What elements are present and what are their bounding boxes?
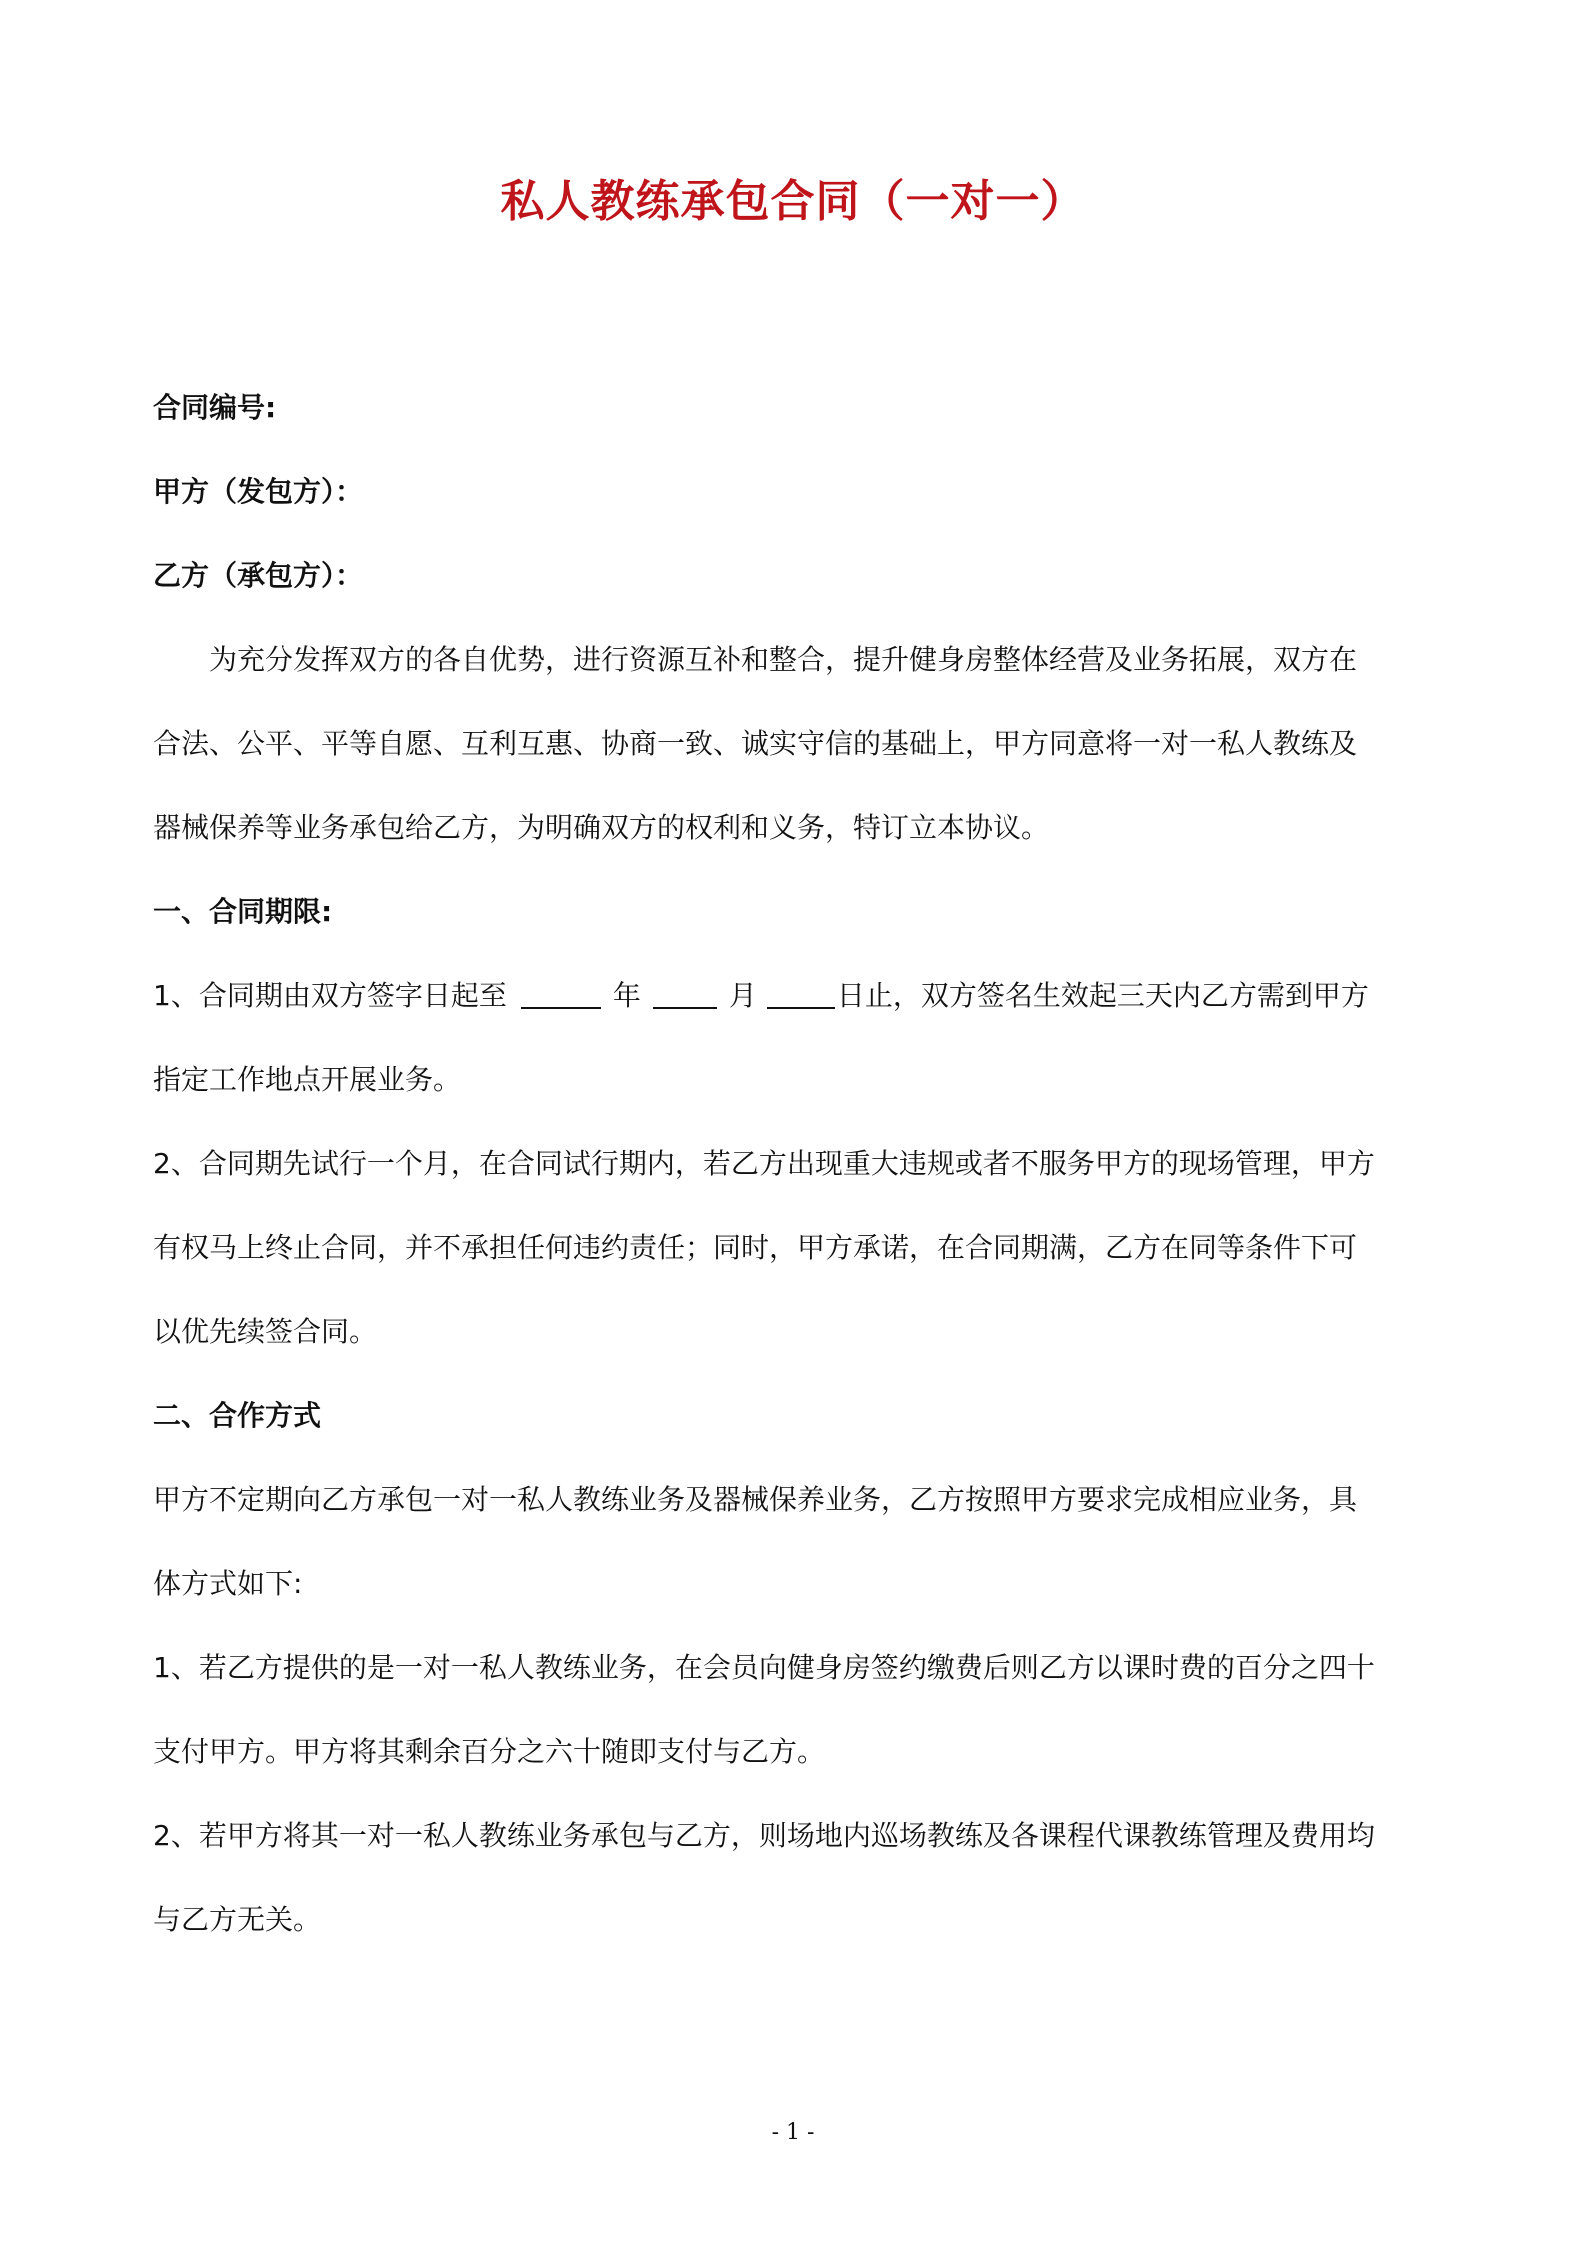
month-label: 月 [728,979,757,1012]
clause-line [153,954,1445,1038]
section-heading-term: 一、合同期限: [153,895,333,928]
clause-line: 体方式如下: [153,1567,303,1600]
clause-line: 指定工作地点开展业务。 [153,1063,462,1096]
clause-text: 日止，双方签名生效起三天内乙方需到甲方 [836,979,1369,1012]
clause-line: 1、若乙方提供的是一对一私人教练业务，在会员向健身房签约缴费后则乙方以课时费的百分之四十 [153,1651,1375,1684]
clause-cooperation-1 [153,1626,1445,1794]
document-body [153,366,1445,1962]
preamble-line: 合法、公平、平等自愿、互利互惠、协商一致、诚实守信的基础上，甲方同意将一对一私人教练及 [153,727,1358,760]
clause-line: 支付甲方。甲方将其剩余百分之六十随即支付与乙方。 [153,1735,826,1768]
clause-term-1 [153,954,1445,1122]
month-blank [653,977,717,1009]
party-b-label: 乙方（承包方）： [153,559,364,592]
contract-number-label: 合同编号: [153,391,277,424]
preamble-paragraph [153,618,1445,870]
day-blank [767,977,835,1009]
clause-line: 与乙方无关。 [153,1903,322,1936]
page-number: - 1 - [771,2120,815,2145]
year-blank [521,977,601,1009]
document-title: 私人教练承包合同（一对一） [500,176,1086,227]
cooperation-intro [153,1458,1445,1626]
clause-line: 以优先续签合同。 [153,1315,378,1348]
clause-line: 甲方不定期向乙方承包一对一私人教练业务及器械保养业务，乙方按照甲方要求完成相应业务，具 [153,1483,1358,1516]
year-label: 年 [612,979,641,1012]
clause-cooperation-2 [153,1794,1445,1962]
section-heading-cooperation: 二、合作方式 [153,1399,322,1432]
clause-term-2 [153,1122,1445,1374]
clause-line: 2、若甲方将其一对一私人教练业务承包与乙方，则场地内巡场教练及各课程代课教练管理及费用均 [153,1819,1375,1852]
party-a-label: 甲方（发包方）： [153,475,364,508]
clause-text: 1、合同期由双方签字日起至 [153,979,507,1012]
preamble-line: 为充分发挥双方的各自优势，进行资源互补和整合，提升健身房整体经营及业务拓展，双方在 [209,643,1358,676]
clause-line: 2、合同期先试行一个月，在合同试行期内，若乙方出现重大违规或者不服务甲方的现场管理，甲方 [153,1147,1375,1180]
preamble-line: 器械保养等业务承包给乙方，为明确双方的权利和义务，特订立本协议。 [153,811,1050,844]
clause-line: 有权马上终止合同，并不承担任何违约责任；同时，甲方承诺，在合同期满，乙方在同等条件下可 [153,1231,1358,1264]
